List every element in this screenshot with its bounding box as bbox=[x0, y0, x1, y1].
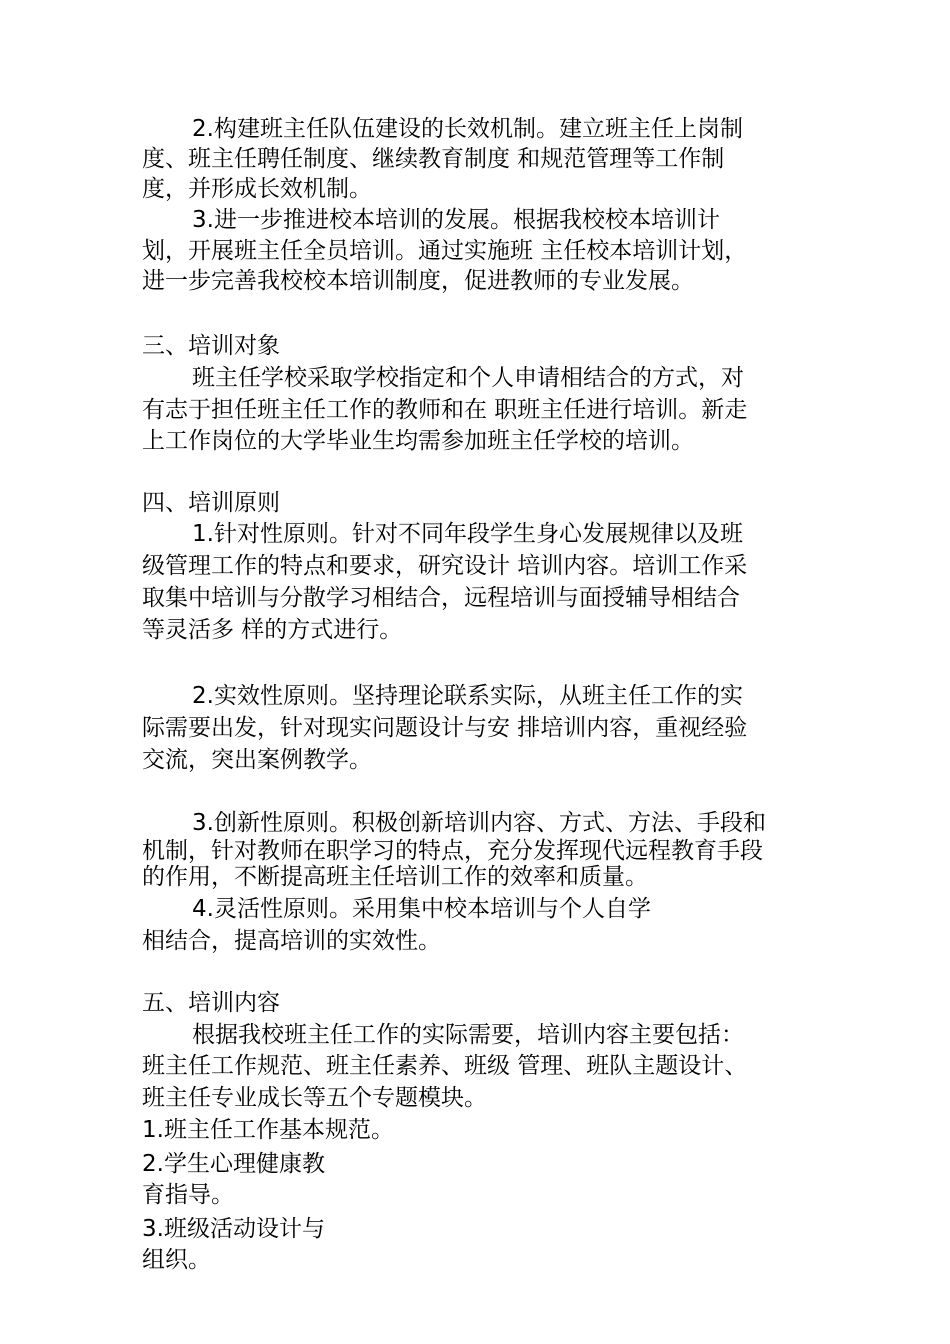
text-line: 3.创新性原则。积极创新培训内容、方式、方法、手段和 bbox=[192, 810, 766, 836]
text-line: 级管理工作的特点和要求，研究设计 培训内容。培训工作采 bbox=[142, 553, 748, 579]
text-line: 4.灵活性原则。采用集中校本培训与个人自学 bbox=[192, 896, 651, 922]
text-line: 交流，突出案例教学。 bbox=[142, 747, 372, 773]
list-item: 3.班级活动设计与 bbox=[142, 1216, 325, 1242]
text-line: 有志于担任班主任工作的教师和在 职班主任进行培训。新走 bbox=[142, 397, 748, 423]
list-item-continuation: 组织。 bbox=[142, 1247, 211, 1273]
text-line: 2.构建班主任队伍建设的长效机制。建立班主任上岗制 bbox=[192, 116, 743, 142]
text-line: 等灵活多 样的方式进行。 bbox=[142, 617, 403, 643]
list-item: 2.学生心理健康教 bbox=[142, 1151, 325, 1177]
text-line: 进一步完善我校校本培训制度，促进教师的专业发展。 bbox=[142, 268, 694, 294]
list-item-continuation: 育指导。 bbox=[142, 1182, 234, 1208]
text-line: 取集中培训与分散学习相结合，远程培训与面授辅导相结合 bbox=[142, 585, 740, 611]
text-line: 划，开展班主任全员培训。通过实施班 主任校本培训计划， bbox=[142, 238, 748, 264]
text-line: 的作用，不断提高班主任培训工作的效率和质量。 bbox=[142, 864, 648, 890]
section-heading: 四、培训原则 bbox=[142, 490, 280, 516]
text-line: 1.针对性原则。针对不同年段学生身心发展规律以及班 bbox=[192, 521, 743, 547]
text-line: 上工作岗位的大学毕业生均需参加班主任学校的培训。 bbox=[142, 428, 694, 454]
section-heading: 五、培训内容 bbox=[142, 990, 280, 1016]
section-heading: 三、培训对象 bbox=[142, 333, 280, 359]
text-line: 际需要出发，针对现实问题设计与安 排培训内容，重视经验 bbox=[142, 715, 748, 741]
text-line: 机制，针对教师在职学习的特点，充分发挥现代远程教育手段 bbox=[142, 838, 763, 864]
text-line: 度、班主任聘任制度、继续教育制度 和规范管理等工作制 bbox=[142, 146, 725, 172]
text-line: 班主任工作规范、班主任素养、班级 管理、班队主题设计、 bbox=[142, 1053, 748, 1079]
text-line: 相结合，提高培训的实效性。 bbox=[142, 928, 441, 954]
text-line: 班主任专业成长等五个专题模块。 bbox=[142, 1085, 487, 1111]
text-line: 2.实效性原则。坚持理论联系实际，从班主任工作的实 bbox=[192, 683, 743, 709]
list-item: 1.班主任工作基本规范。 bbox=[142, 1117, 394, 1143]
text-line: 班主任学校采取学校指定和个人申请相结合的方式，对 bbox=[192, 365, 744, 391]
text-line: 3.进一步推进校本培训的发展。根据我校校本培训计 bbox=[192, 207, 720, 233]
text-line: 根据我校班主任工作的实际需要，培训内容主要包括： bbox=[192, 1022, 744, 1048]
text-line: 度，并形成长效机制。 bbox=[142, 176, 372, 202]
